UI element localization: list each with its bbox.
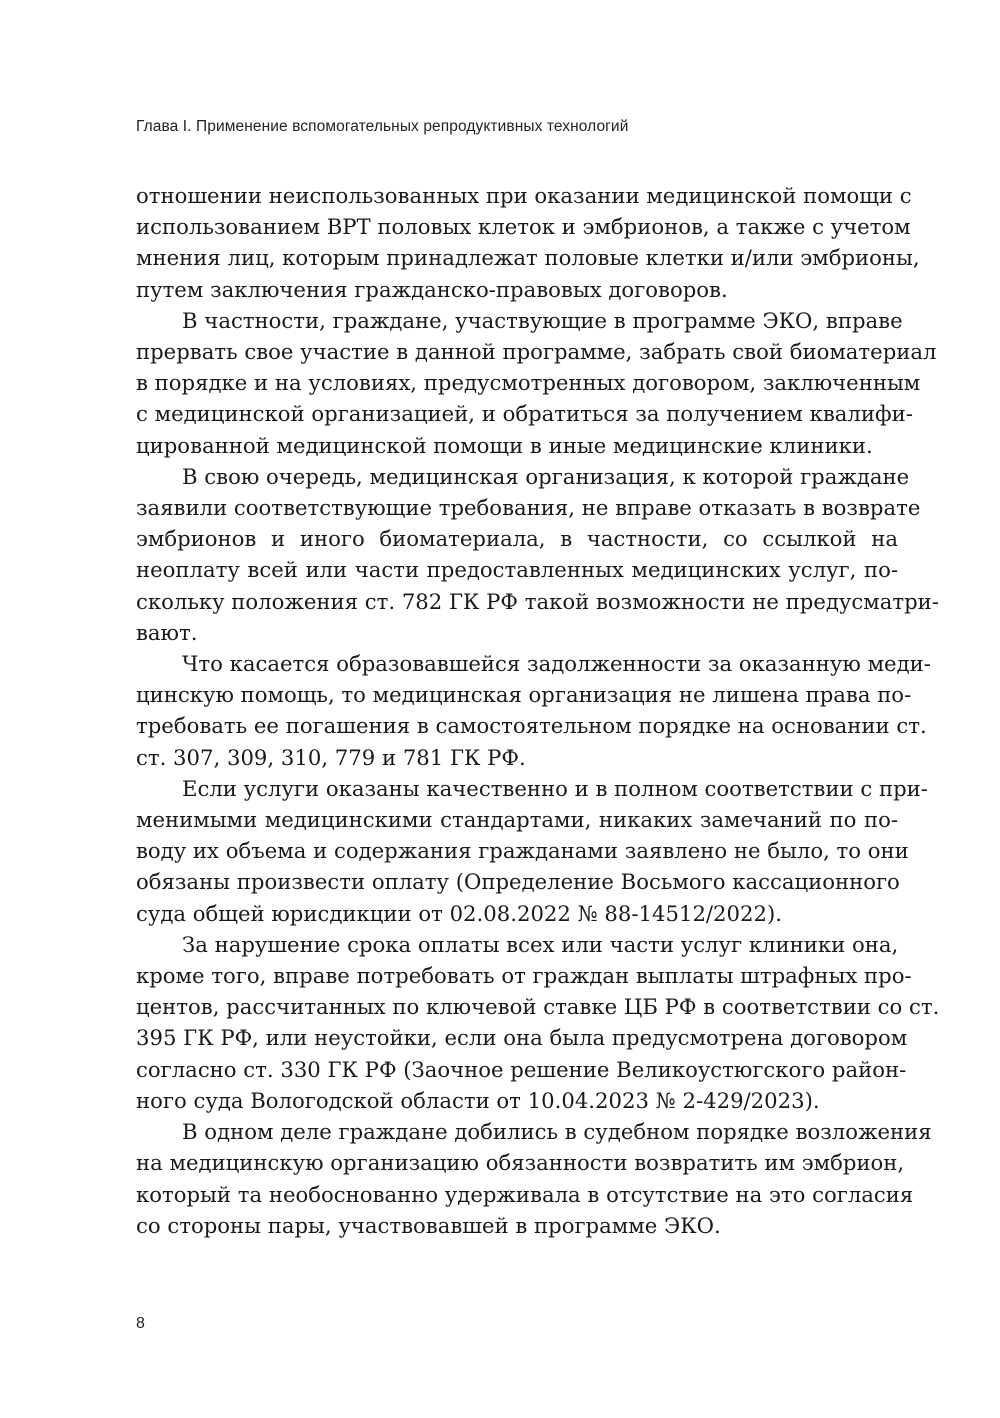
text-line: центов, рассчитанных по ключевой ставке ЦБ РФ в соответствии со ст. — [136, 994, 940, 1020]
text-line: со стороны пары, участвовавшей в программе ЭКО. — [136, 1212, 721, 1238]
text-line: ного суда Вологодской области от 10.04.2023 № 2-429/2023). — [136, 1087, 820, 1113]
text-line: на медицинскую организацию обязанности возвратить им эмбрион, — [136, 1150, 905, 1176]
text-line: отношении неиспользованных при оказании медицинской помощи с — [136, 183, 912, 208]
paragraph-first-line: Что касается образовавшейся задолженности за оказанную меди- — [182, 651, 931, 677]
text-line: заявили соответствующие требования, не вправе отказать в возврате — [136, 495, 921, 521]
text-line: суда общей юрисдикции от 02.08.2022 № 88-14512/2022). — [136, 900, 782, 926]
text-line: в порядке и на условиях, предусмотренных договором, заключенным — [136, 370, 921, 396]
text-line: прервать свое участие в данной программе, забрать свой биоматериал — [136, 339, 937, 365]
page-number: 8 — [136, 1315, 145, 1332]
paragraph-first-line: В одном деле граждане добились в судебном порядке возложения — [182, 1119, 932, 1145]
paragraph-first-line: В частности, граждане, участвующие в программе ЭКО, вправе — [182, 307, 903, 333]
text-line: мнения лиц, которым принадлежат половые клетки и/или эмбрионы, — [136, 245, 920, 271]
body-text — [136, 180, 940, 1241]
text-line: кроме того, вправе потребовать от граждан выплаты штрафных про- — [136, 963, 912, 989]
text-line: 395 ГК РФ, или неустойки, если она была предусмотрена договором — [136, 1025, 908, 1051]
text-line: менимыми медицинскими стандартами, никаких замечаний по по- — [136, 807, 898, 833]
text-line: согласно ст. 330 ГК РФ (Заочное решение Великоустюгского район- — [136, 1056, 907, 1082]
text-line: требовать ее погашения в самостоятельном порядке на основании ст. — [136, 713, 927, 739]
text-line: с медицинской организацией, и обратиться за получением квалифи- — [136, 401, 913, 427]
text-line: который та необоснованно удерживала в отсутствие на это согласия — [136, 1181, 914, 1207]
text-line: обязаны произвести оплату (Определение Восьмого кассационного — [136, 869, 900, 895]
text-line: скольку положения ст. 782 ГК РФ такой возможности не предусматри- — [136, 588, 939, 614]
paragraph-first-line: В свою очередь, медицинская организация, к которой граждане — [182, 463, 910, 489]
text-line: вают. — [136, 619, 198, 645]
text-line: использованием ВРТ половых клеток и эмбрионов, а также с учетом — [136, 214, 911, 240]
text-line: цинскую помощь, то медицинская организация не лишена права по- — [136, 682, 912, 708]
text-line: эмбрионов и иного биоматериала, в частности, со ссылкой на — [136, 526, 898, 552]
text-line: путем заключения гражданско-правовых договоров. — [136, 276, 728, 302]
text-line: неоплату всей или части предоставленных медицинских услуг, по- — [136, 557, 898, 583]
paragraph-first-line: За нарушение срока оплаты всех или части услуг клиники она, — [182, 931, 899, 957]
text-line: ст. 307, 309, 310, 779 и 781 ГК РФ. — [136, 744, 526, 770]
paragraph-first-line: Если услуги оказаны качественно и в полном соответствии с при- — [182, 775, 928, 801]
running-header: Глава I. Применение вспомогательных репродуктивных технологий — [136, 118, 629, 135]
text-line: воду их объема и содержания гражданами заявлено не было, то они — [136, 838, 909, 864]
text-line: цированной медицинской помощи в иные медицинские клиники. — [136, 432, 873, 458]
